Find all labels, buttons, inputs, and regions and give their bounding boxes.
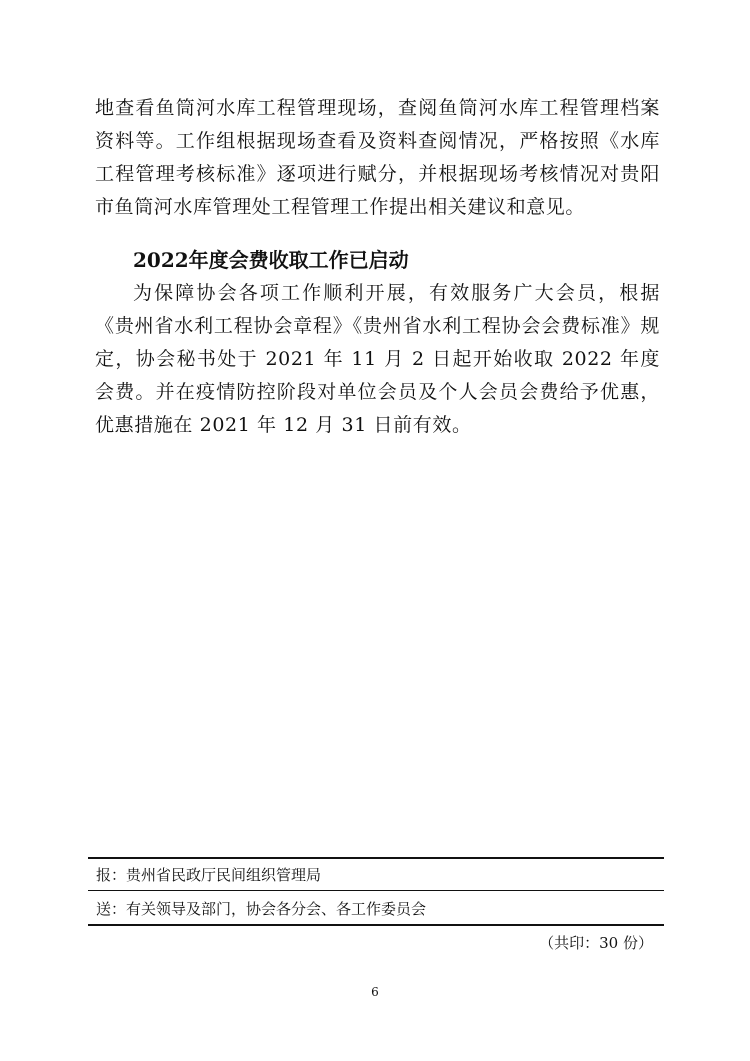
print-copies-note: （共印：30 份） xyxy=(539,934,653,952)
report-to-line: 报：贵州省民政厅民间组织管理局 xyxy=(96,866,322,884)
section-heading: 2022年度会费收取工作已启动 xyxy=(133,248,409,272)
body-paragraph-membership-fee: 为保障协会各项工作顺利开展，有效服务广大会员，根据《贵州省水利工程协会章程》《贵州省水利工程协会会费标准》规定，协会秘书处于 2021 年 11 月 2 日起开始收取 2022 年度会费。并在疫情防控阶段对单位会员及个人会员会费给予优惠，优惠措施在 2021 年 12 月 31 日前有效。 xyxy=(95,282,660,436)
page-number: 6 xyxy=(371,985,379,999)
footer-middle-rule xyxy=(88,890,664,891)
body-paragraph-continued: 地查看鱼筒河水库工程管理现场，查阅鱼筒河水库工程管理档案资料等。工作组根据现场查看及资料查阅情况，严格按照《水库工程管理考核标准》逐项进行赋分，并根据现场考核情况对贵阳市鱼筒河水库管理处工程管理工作提出相关建议和意见。 xyxy=(95,97,660,218)
send-to-line: 送：有关领导及部门，协会各分会、各工作委员会 xyxy=(96,900,427,918)
footer-bottom-rule xyxy=(88,924,664,926)
footer-top-rule xyxy=(88,857,664,859)
